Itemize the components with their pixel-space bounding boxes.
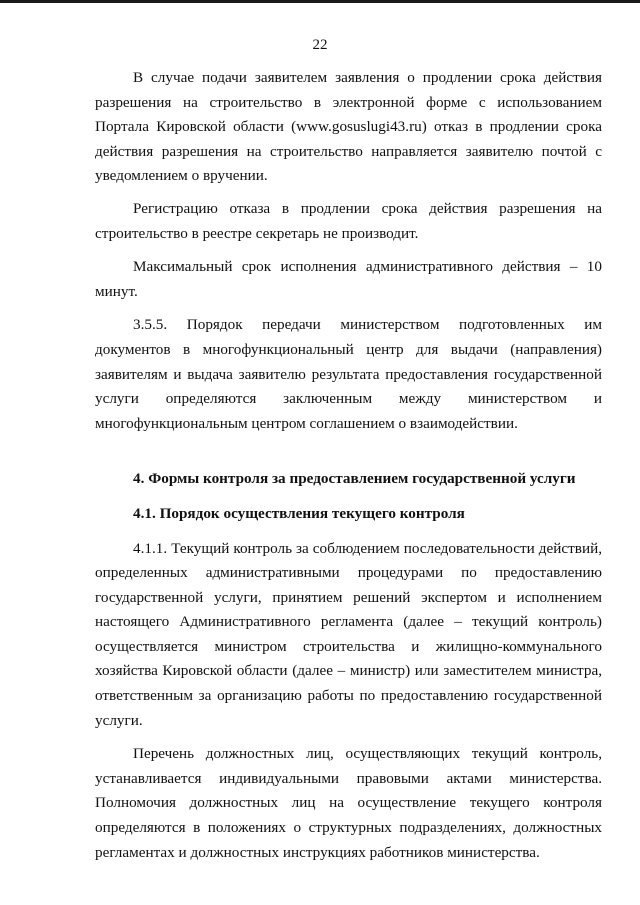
paragraph-officials-list: Перечень должностных лиц, осуществляющих текущий контроль, устанавливается индивидуальными правовыми актами министерства. Полномочия должностных лиц на осуществление текущего контроля определяются в положениях о структурных подразделениях, должностных регламентах и должностных инструкциях работников министерства.: [95, 745, 602, 861]
paragraph-electronic-refusal: В случае подачи заявителем заявления о продлении срока действия разрешения на строительство в электронной форме с использованием Портала Кировской области (www.gosuslugi43.ru) отказ в продлении срока действия разрешения на строительство направляется заявителю почтой с уведомлением о вручении.: [95, 69, 602, 185]
paragraph-4-1-1: 4.1.1. Текущий контроль за соблюдением последовательности действий, определенных административными процедурами по предоставлению государственной услуги, принятием решений экспертом и исполнением настоящего Административного регламента (далее – текущий контроль) осуществляется министром строительства и жилищно-коммунального хозяйства Кировской области (далее – министр) или заместителем министра, ответственным за организацию работы по предоставлению государственной услуги.: [95, 539, 602, 729]
top-border-line: [0, 0, 640, 3]
subsection-heading: 4.1. Порядок осуществления текущего контроля: [133, 504, 465, 522]
paragraph-3-5-5: 3.5.5. Порядок передачи министерством подготовленных им документов в многофункциональный центр для выдачи (направления) заявителям и выдача заявителю результата предоставления государственной услуги определяются заключенным между министерством и многофункциональным центром соглашением о взаимодействии.: [95, 316, 602, 432]
paragraph-registry-note: Регистрацию отказа в продлении срока действия разрешения на строительство в реестре секретарь не производит.: [95, 199, 602, 242]
document-body: [95, 66, 602, 865]
section-heading: 4. Формы контроля за предоставлением государственной услуги: [133, 470, 576, 488]
paragraph-max-duration: Максимальный срок исполнения административного действия – 10 минут.: [95, 258, 602, 300]
page-number: 22: [312, 37, 328, 53]
